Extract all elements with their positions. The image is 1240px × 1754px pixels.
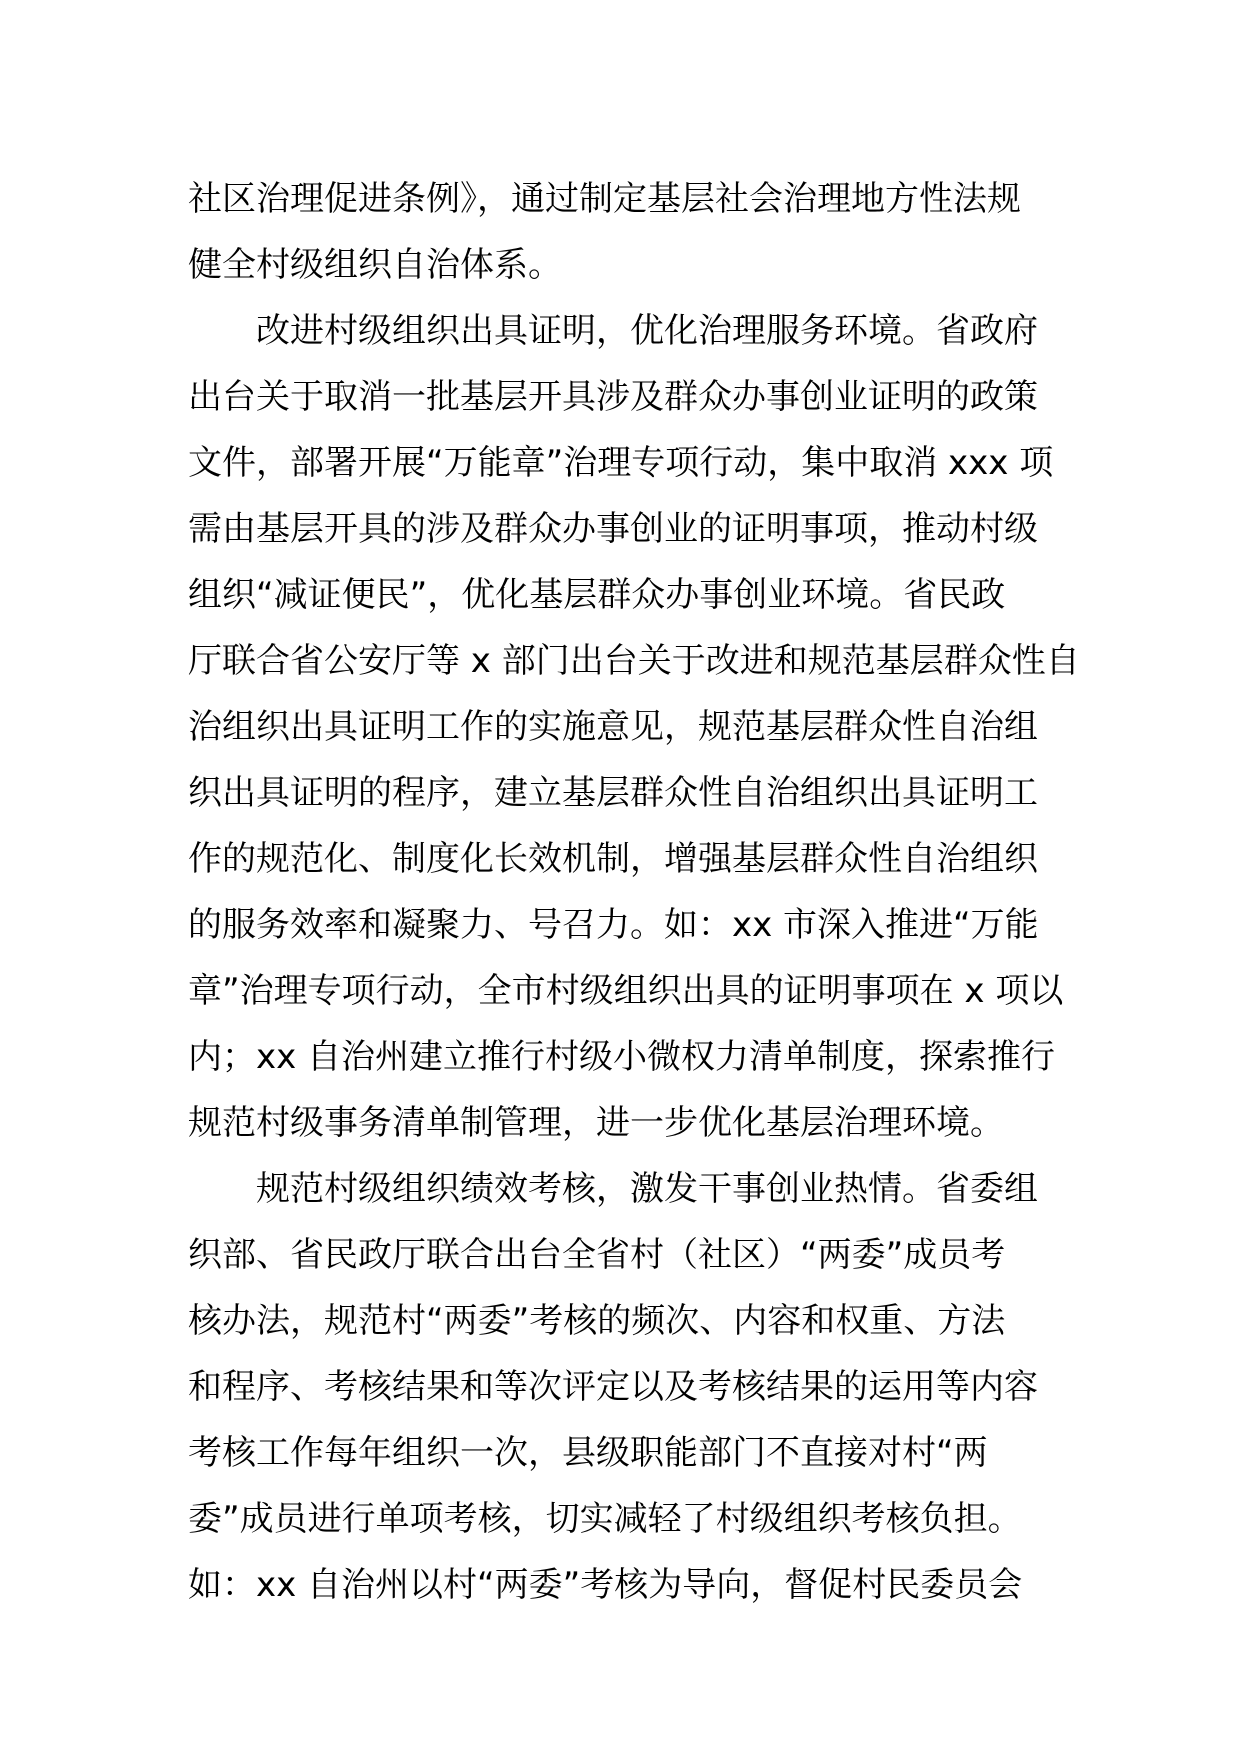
text-line: 作的规范化、制度化长效机制，增强基层群众性自治组织 bbox=[188, 839, 1038, 879]
text-line: 组织“减证便民”，优化基层群众办事创业环境。省民政 bbox=[188, 575, 1006, 615]
text-line: 内；xx 自治州建立推行村级小微权力清单制度，探索推行 bbox=[188, 1037, 1056, 1077]
text-line: 和程序、考核结果和等次评定以及考核结果的运用等内容 bbox=[188, 1367, 1038, 1407]
document-body bbox=[188, 166, 1080, 1618]
text-line: 如：xx 自治州以村“两委”考核为导向，督促村民委员会 bbox=[188, 1565, 1023, 1605]
text-line: 考核工作每年组织一次，县级职能部门不直接对村“两 bbox=[188, 1433, 988, 1473]
text-line: 出台关于取消一批基层开具涉及群众办事创业证明的政策 bbox=[188, 377, 1038, 417]
text-line: 文件，部署开展“万能章”治理专项行动，集中取消 xxx 项 bbox=[188, 443, 1054, 483]
text-line: 健全村级组织自治体系。 bbox=[188, 245, 562, 285]
text-line: 委”成员进行单项考核，切实减轻了村级组织考核负担。 bbox=[188, 1499, 1022, 1539]
text-line: 织部、省民政厅联合出台全省村（社区）“两委”成员考 bbox=[188, 1235, 1006, 1275]
text-line: 章”治理专项行动，全市村级组织出具的证明事项在 x 项以 bbox=[188, 971, 1064, 1011]
text-line: 社区治理促进条例》，通过制定基层社会治理地方性法规 bbox=[188, 179, 1021, 219]
text-line: 治组织出具证明工作的实施意见，规范基层群众性自治组 bbox=[188, 707, 1038, 747]
text-line: 厅联合省公安厅等 x 部门出台关于改进和规范基层群众性自 bbox=[188, 641, 1080, 681]
text-line: 核办法，规范村“两委”考核的频次、内容和权重、方法 bbox=[188, 1301, 1006, 1341]
text-line: 的服务效率和凝聚力、号召力。如：xx 市深入推进“万能 bbox=[188, 905, 1039, 945]
text-line: 改进村级组织出具证明，优化治理服务环境。省政府 bbox=[256, 311, 1038, 351]
text-line: 规范村级组织绩效考核，激发干事创业热情。省委组 bbox=[256, 1169, 1038, 1209]
text-line: 需由基层开具的涉及群众办事创业的证明事项，推动村级 bbox=[188, 509, 1038, 549]
text-line: 织出具证明的程序，建立基层群众性自治组织出具证明工 bbox=[188, 773, 1038, 813]
text-line: 规范村级事务清单制管理，进一步优化基层治理环境。 bbox=[188, 1103, 1004, 1143]
